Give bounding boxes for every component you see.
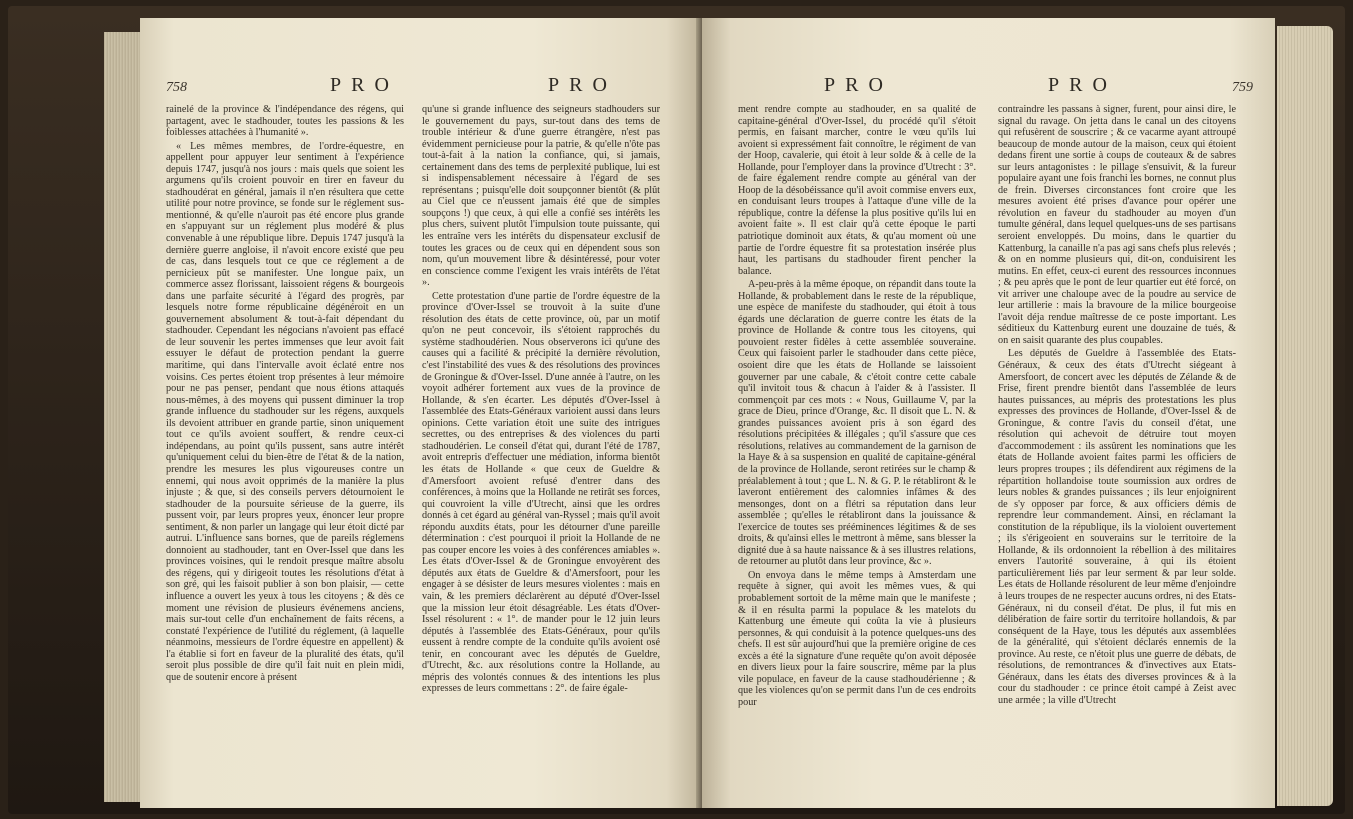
right-page-edges	[1277, 26, 1333, 806]
paragraph: On envoya dans le même temps à Amsterdam une requête à signer, qui avoit les mêmes vues, & qui probablement sortoit de la même main que le manifeste ; & il en résulta parmi la populace & les matelots du Kattenburg une émeute qui coûta la vie à plusieurs personnes, & qui conduisit à la potence quelques-uns des chefs. Il est sûr aujourd'hui que la première origine de ces excès a été la signature d'une requête qu'on avoit déposée en divers lieux pour la faire souscrire, même par la plus vile populace, en faveur de la cause stadhoudérienne ; & que les violences qu'on se permit dans l'un de ces endroits pour	[738, 569, 976, 708]
text-column	[166, 104, 404, 804]
paragraph: contraindre les passans à signer, furent, pour ainsi dire, le signal du ravage. On jetta dans le canal un des citoyens qui refusèrent de souscrire ; & ce vacarme ayant attroupé beaucoup de monde autour de la maison, ceux qui étoient dedans firent une sortie à coups de couteaux & de sabres sur leurs antagonistes : le pillage s'ensuivit, & la fureur populaire ayant une fois franchi les bornes, ne connut plus de frein. Diverses circonstances font croire que les mesures avoient été prises d'avance pour opérer une révolution en faveur du stadhouder au moyen d'un tumulte général, dans lequel quelques-uns de ses partisans seroient enveloppés. Du moins, dans le quartier du Kattenburg, la canaille n'a pas agi sans chefs plus relevés ; & on en nomme plusieurs qui, dit-on, conduisirent les mutins. En effet, ceux-ci eurent des ressources inconnues ; & peu après que le pont de leur quartier eut été forcé, on vit arriver une chaloupe avec de la poudre au service de leur artillerie : mais la bravoure de la milice bourgeoise l'avoit déja rendue maîtresse de ce poste important. Les séditieux du Kattenburg eurent une douzaine de tués, & on en saisit quarante des plus coupables.	[998, 104, 1236, 346]
right-page	[702, 18, 1275, 808]
paragraph: Cette protestation d'une partie de l'ordre équestre de la province d'Over-Issel se trouvoit à la suite d'une résolution des états de cette province, où, par un motif qu'on ne peut concevoir, ils s'étoient rapprochés du système stadhoudérien. Nous observerons ici qu'une des causes qui a facilité & précipité la dernière révolution, c'est l'instabilité des vues & des résolutions des provinces de Groningue & d'Over-Issel. D'une année à l'autre, on les voyoit adhérer fortement aux vues de la province de Hollande, & s'en écarter. Les députés d'Over-Issel à l'assemblée des Etats-Généraux varioient aussi dans leurs opinions. Cette variation étoit une suite des intrigues secrettes, ou des entreprises & des violences du parti stadhoudérien. Le conseil d'état qui, durant l'été de 1787, avoit entrepris d'effectuer une médiation, informa bientôt les états de Hollande « que ceux de Gueldre & d'Amersfoort avoient refusé d'entrer dans des conférences, à moins que la Hollande ne retirât ses forces, qui couvroient la ville d'Utrecht, ainsi que les ordres donnés à cet égard au général van-Ryssel ; mais qu'il avoit répondu auxdits états, pour les détourner d'une pareille détermination : c'est pourquoi il prioit la Hollande de ne pas couper encore les voies à des conférences amiables ». Les états d'Over-Issel & de Groningue envoyèrent des députés aux états de Gueldre & d'Amersfoort, pour les engager à se désister de leurs mesures violentes : mais en vain, & les premiers déclarèrent au député d'Over-Issel que la mission leur étoit désagréable. Les états d'Over-Issel résolurent : « 1°. de mander pour le 12 juin leurs députés à l'assemblée des Etats-Généraux, pour qu'ils eussent à rendre compte de la conduite qu'ils avoient osé tenir, en concourant avec les députés de Gueldre, d'Utrecht, &c. aux résolutions contre la Hollande, au mépris des volontés connues & des intentions les plus expresses de leurs commettans : 2°. de faire égale-	[422, 290, 660, 695]
text-column	[422, 104, 660, 804]
left-page	[140, 18, 700, 808]
page-number: 758	[166, 80, 187, 95]
paragraph: A-peu-près à la même époque, on répandit dans toute la Hollande, & probablement dans le reste de la république, une espèce de manifeste du stadhouder, qui étoit à tous égards une déclaration de guerre contre les états de la province de Hollande & contre tous les citoyens, qui pouvoient rester fidèles à cette assemblée souveraine. Ceux qui faisoient parler le stadhouder dans cette pièce, osoient dire que les états de Hollande se laissoient gouverner par une cabale, & c'étoit contre cette cabale qu'il invitoit tous & chacun à l'aider & à l'assister. Il commençoit par ces mots : « Nous, Guillaume V, par la grace de Dieu, prince d'Orange, &c. Il disoit que L. N. & grandes puissances avoient pris à son égard des résolutions précipitées & illégales ; qu'il s'assure que ces résolutions, relatives au commandement de la garnison de la Haye & à sa suspension en qualité de capitaine-général de la province de Hollande, seront retirées sur le champ & préalablement à tout ; que L. N. & G. P. le rétabliront & le laveront entièrement des calomnies infâmes & des mensonges, dont on a flétri sa réputation dans leur assemblée ; qu'elles le rétabliront dans la jouissance & l'exercice de toutes ses prééminences légitimes & de ses droits, & qu'ainsi elles le mettront à même, sans blesser la dignité due à sa haute naissance & à ses illustres relations, de retourner au plutôt dans leur province, &c ».	[738, 279, 976, 568]
left-page-edges	[104, 32, 140, 802]
paragraph: ment rendre compte au stadhouder, en sa qualité de capitaine-général d'Over-Issel, du procédé qu'il s'étoit permis, en faisant marcher, contre le vœu qu'ils lui avoient si expressément fait connoître, le régiment de van der Hoop, cavalerie, qui étoit à leur solde & à celle de la Hollande, pour l'employer dans la province d'Utrecht : 3°. de faire également rendre compte au général van der Hoop de la désobéissance qu'il avoit commise envers eux, en conduisant leurs troupes à l'attaque d'une ville de la république, contre la défense la plus positive qu'ils lui en avoient faite ». Il est clair qu'à cette époque le parti patriotique dominoit aux états, & qu'au moment où une partie de l'ordre équestre fit sa protestation insérée plus haut, les partisans du stadhouder firent pencher la balance.	[738, 104, 976, 277]
running-header: PRO	[330, 74, 399, 96]
paragraph: qu'une si grande influence des seigneurs stadhouders sur le gouvernement du pays, sur-tout dans des tems de trouble intérieur & d'une guerre étrangère, n'est pas évidemment pernicieuse pour la patrie, & qu'elle n'ôte pas tout-à-fait à la nation la confiance, qui, si jamais, certainement dans des tems de perplexité publique, lui est si indispensablement nécessaire à l'égard de ses représentans ; puisqu'elle doit soupçonner bientôt (& plût au Ciel que ce n'eussent jamais été que de simples soupçons !) que ceux, à qui elle a confié ses intérêts les plus chers, suivent plutôt l'impulsion toute puissante, qui les entraîne vers les intérêts du dispensateur exclusif de toutes les graces ou de ceux qui en dépendent sous son nom, qu'un mouvement libre & désintéressé, pour voter en conscience comme l'exigent les vrais intérêts de l'état ».	[422, 104, 660, 289]
running-header: PRO	[824, 74, 893, 96]
text-column	[998, 104, 1236, 804]
book-spread	[8, 6, 1345, 814]
page-number: 759	[1232, 80, 1253, 95]
paragraph: « Les mêmes membres, de l'ordre-équestre, en appellent pour appuyer leur sentiment à l'expérience depuis 1747, jusqu'à nos jours : mais quels que soient les argumens qu'ils croient pouvoir en tirer en faveur du stadhoudérat en général, jamais il n'en résultera que cette utilité pour notre province, se fonde sur le réglement sus-mentionné, & qu'elle n'auroit pas été encore plus grande en s'appuyant sur un réglement plus modéré & plus convenable à une république libre. Depuis 1747 jusqu'à la dernière guerre angloise, il n'avoit encore existé que peu de cas, dans lesquels tout ce que ce réglement a de pernicieux pût se manifester. Une longue paix, un commerce assez florissant, laissoient régens & bourgeois dans une parfaite sécurité à l'égard des progrès, par lesquels notre forme républicaine dégénéroit en un gouvernement absolument & tout-à-fait dépendant du stadhouder. Cependant les négocians n'avoient pas effacé de leur souvenir les pertes immenses que leur avoit fait essuyer le défaut de protection pendant la guerre maritime, qui dans l'intervalle avoit éclaté entre nos voisins. Ces pertes étoient trop présentes à leur mémoire pour ne pas penser, pendant que nous étions attaqués nous-mêmes, à des moyens qui pussent diminuer la trop grande influence du stadhouder sur les régens, auxquels ils devoient attribuer en grande partie, sinon uniquement tout ce qu'ils avoient souffert, & rendre ceux-ci indépendans, au point qu'ils pussent, sans autre intérêt qu'uniquement celui du bien-être de l'état & de la nation, prendre les mesures les plus vigoureuses contre un ennemi, qui nous avoit opprimés de la manière la plus injuste ; & que, si des conseils pervers détournoient le stadhouder de la poursuite sérieuse de la guerre, ils pussent voir, par leurs propres yeux, énoncer leur propre sentiment, & non parler un langage qui leur étoit dicté par autrui. L'influence sans bornes, que de pareils réglemens donnoient au stadhouder, tant en Over-Issel que dans les provinces voisines, qui le rendoit presque maître absolu des régens, qui y dirigeoit toutes les résolutions d'état à son gré, qui les faisoit publier à son bon plaisir, — cette influence a ouvert les yeux à tous les citoyens ; & dès ce moment une révision de plusieurs événemens anciens, mais sur-tout celle d'un enchaînement de faits récens, a constaté l'expérience de l'utilité du réglement, (à laquelle néanmoins, messieurs de l'ordre équestre en appellent) & l'a établie si fort en faveur de la pluralité des états, qu'il seroit plus possible de dire qu'il fait nuit en plein midi, que de soutenir encore à présent	[166, 140, 404, 683]
paragraph: Les députés de Gueldre à l'assemblée des Etats-Généraux, & ceux des états d'Utrecht siégeant à Amersfoort, de concert avec les députés de Zélande & de Frise, firent prendre bientôt dans l'assemblée de leurs hautes puissances, au mépris des protestations les plus expresses des provinces de Hollande, d'Over-Issel & de Groningue, & contre l'avis du conseil d'état, une résolution qui achevoit de détruire tout moyen d'accommodement : ils assûrent les nominations que les états de Hollande avoient faites parmi les officiers de leurs propres troupes ; ils défendirent aux régimens de la répartition hollandoise toute soumission aux ordres de leurs nobles & grandes puissances ; ils leur enjoignirent de s'y opposer par force, & aux officiers démis de reprendre leur commandement. Ainsi, en réclamant la constitution de la république, ils la violoient ouvertement ; ils s'érigeoient en souverains sur le territoire de la Hollande, & ils ordonnoient la rébellion à des militaires envers l'autorité souveraine, à qui ils étoient particulièrement liés par leur serment & par leur solde. Les états de Hollande résolurent de leur même d'enjoindre à leurs troupes de ne respecter aucuns ordres, ni des Etats-Généraux, ni du conseil d'état. De plus, il fut mis en délibération de faire sortir du territoire hollandois, & par conséquent de la Haye, tous les députés aux assemblées de la généralité, qui s'étoient déclarés ennemis de la province. Au reste, ce n'étoit plus une guerre de débats, de résolutions, de remontrances & d'invectives aux Etats-Généraux, dans les états des diverses provinces & à la cour du stadhouder : ce prince étoit campé à Zeist avec une armée ; la ville d'Utrecht	[998, 348, 1236, 706]
paragraph: rainelé de la province & l'indépendance des régens, qui partagent, avec le stadhouder, toutes les passions & les foiblesses attachées à l'humanité ».	[166, 104, 404, 139]
running-header: PRO	[548, 74, 617, 96]
text-column	[738, 104, 976, 804]
running-header: PRO	[1048, 74, 1117, 96]
